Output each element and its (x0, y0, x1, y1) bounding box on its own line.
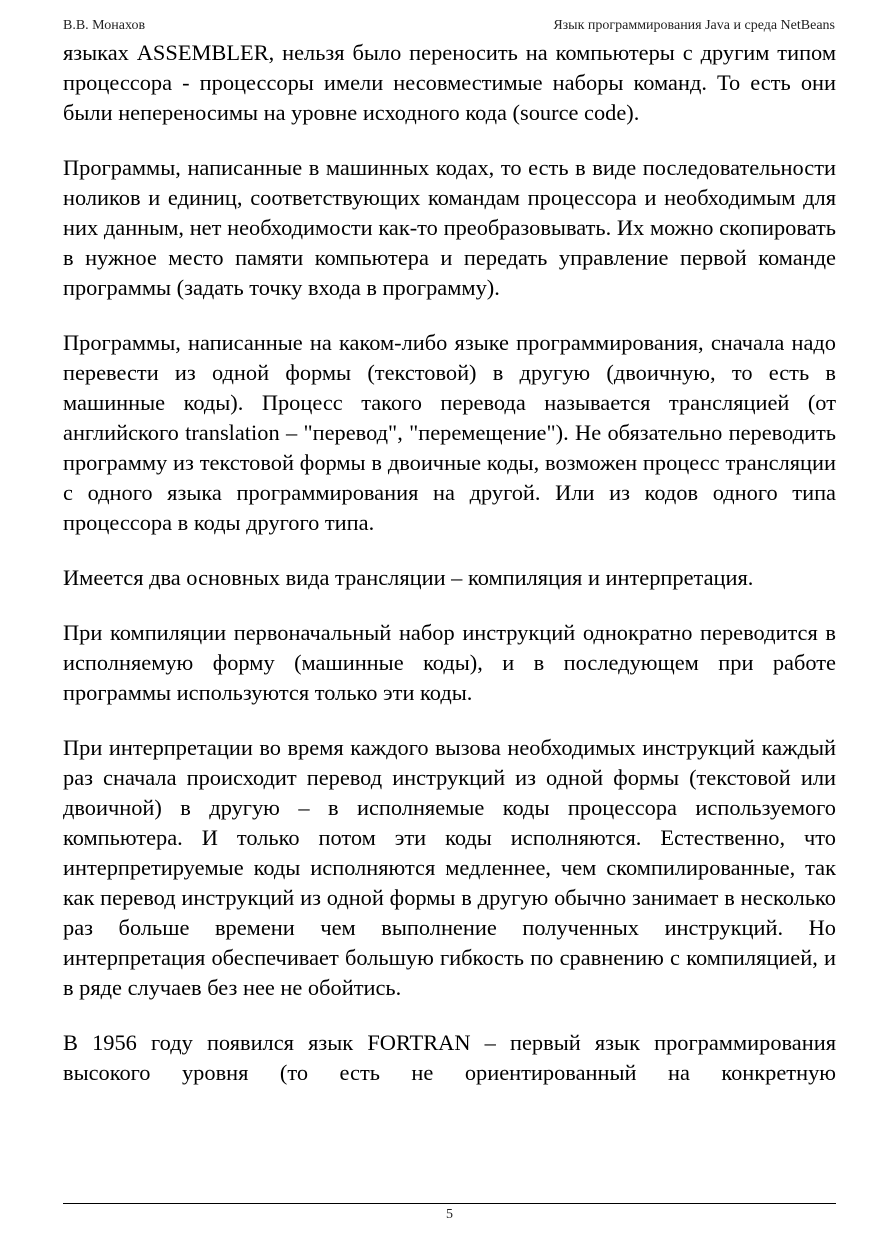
body-text (63, 38, 836, 1198)
paragraph-machine-code: Программы, написанные в машинных кодах, то есть в виде последовательности ноликов и единиц, соответствующих командам процессора и необходимым для них данным, нет необходимости как-то преобразовывать. Их можно скопировать в нужное место памяти компьютера и передать управление первой команде программы (задать точку входа в программу). (63, 155, 836, 300)
paragraph-assembler-portability: языках ASSEMBLER, нельзя было переносить на компьютеры с другим типом процессора - процессоры имели несовместимые наборы команд. То есть они были непереносимы на уровне исходного кода (source code). (63, 40, 836, 125)
paragraph-fortran: В 1956 году появился язык FORTRAN – первый язык программирования высокого уровня (то есть не ориентированный на конкретную (63, 1030, 836, 1085)
paragraph-translation: Программы, написанные на каком-либо языке программирования, сначала надо перевести из одной формы (текстовой) в другую (двоичную, то есть в машинные коды). Процесс такого перевода называется трансляцией (от английского translation – "перевод", "перемещение"). Не обязательно переводить программу из текстовой формы в двоичные коды, возможен процесс трансляции с одного языка программирования на другой. Или из кодов одного типа процессора в коды другого типа. (63, 330, 836, 535)
header-book-title: Язык программирования Java и среда NetBeans (553, 18, 835, 33)
header-author: В.В. Монахов (63, 18, 146, 33)
paragraph-compilation: При компиляции первоначальный набор инструкций однократно переводится в исполняемую форму (машинные коды), и в последующем при работе программы используются только эти коды. (63, 620, 836, 705)
running-header (63, 17, 835, 35)
paragraph-interpretation: При интерпретации во время каждого вызова необходимых инструкций каждый раз сначала происходит перевод инструкций из одной формы (текстовой или двоичной) в другую – в исполняемые коды процессора используемого компьютера. И только потом эти коды исполняются. Естественно, что интерпретируемые коды исполняются медленнее, чем скомпилированные, так как перевод инструкций из одной формы в другую обычно занимает в несколько раз больше времени чем выполнение полученных инструкций. Но интерпретация обеспечивает большую гибкость по сравнению с компиляцией, и в ряде случаев без нее не обойтись. (63, 735, 836, 1000)
footer-divider (63, 1203, 836, 1204)
page-number: 5 (446, 1207, 453, 1222)
paragraph-translation-kinds: Имеется два основных вида трансляции – компиляция и интерпретация. (63, 565, 754, 590)
